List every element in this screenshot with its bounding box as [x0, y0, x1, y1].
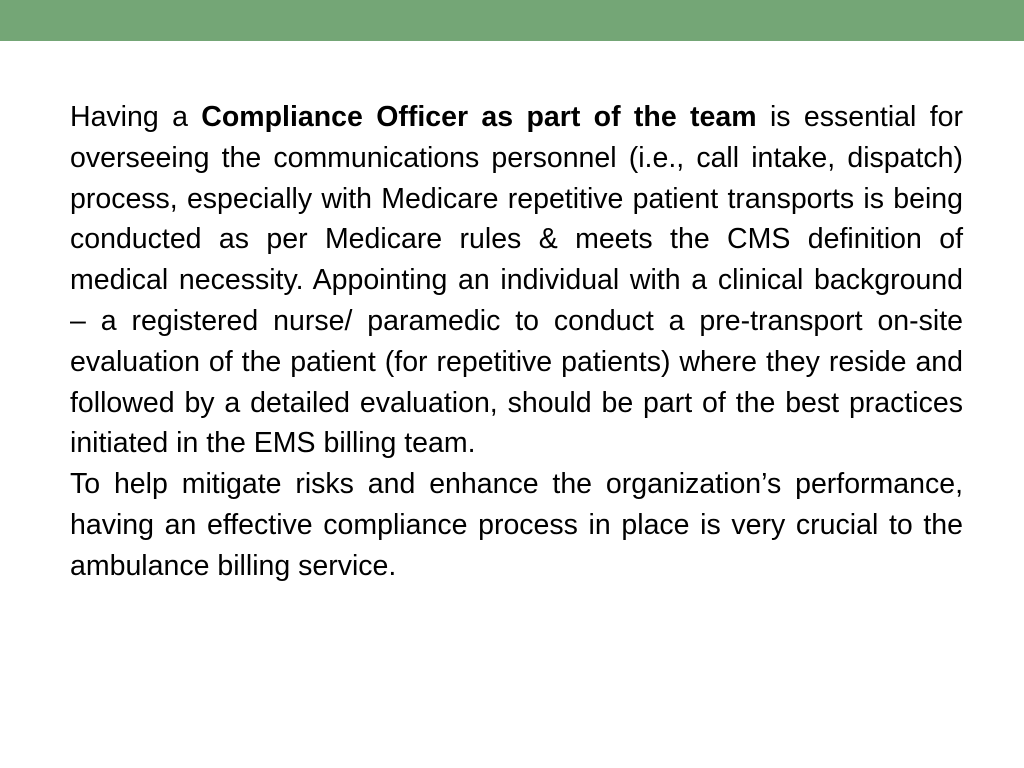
paragraph-1-rest: is essential for overseeing the communications personnel (i.e., call intake, dispatch) process, especially with Medicare repetitive patient transports is being conducted as per Medicare rules & meets the CMS definition of medical necessity. Appointing an individual with a clinical background – a registered nurse/ paramedic to conduct a pre-transport on-site evaluation of the patient (for repetitive patients) where they reside and followed by a detailed evaluation, should be part of the best practices initiated in the EMS billing team. [70, 101, 963, 460]
top-accent-bar [0, 0, 1024, 41]
slide-body-text [70, 97, 963, 587]
paragraph-mitigate-risks: To help mitigate risks and enhance the organization’s performance, having an effective compliance process in place is very crucial to the ambulance billing service. [70, 468, 963, 582]
paragraph-compliance-officer [70, 97, 963, 464]
paragraph-1-emphasis: Compliance Officer as part of the team [201, 101, 757, 133]
paragraph-1-lead: Having a [70, 101, 202, 133]
